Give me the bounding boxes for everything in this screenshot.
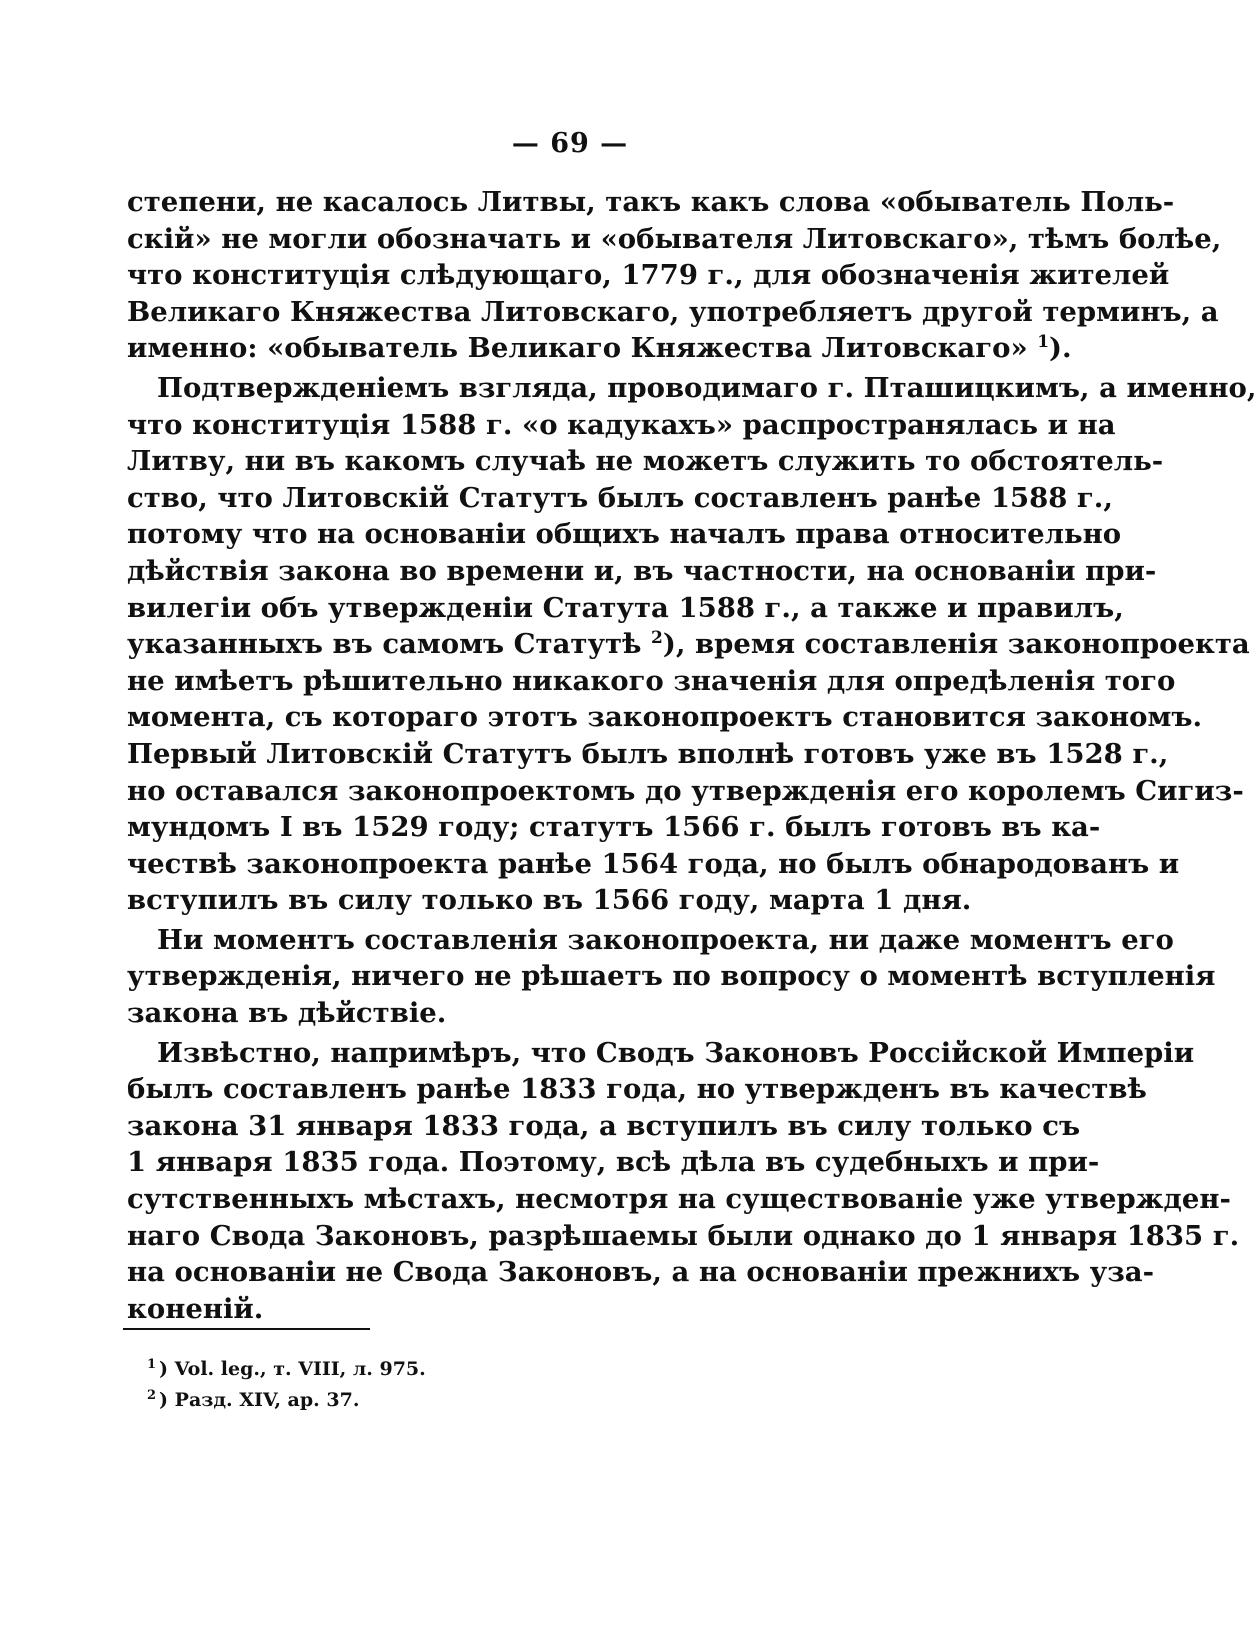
footnote-mark: 2 xyxy=(147,1387,157,1403)
footnotes xyxy=(147,1354,847,1416)
text-line: Первый Литовскій Статутъ былъ вполнѣ готовъ уже въ 1528 г., xyxy=(127,737,1169,770)
footnote-reference-2[interactable]: 2 xyxy=(651,627,663,648)
footnote-2 xyxy=(147,1385,847,1416)
text-line: вступилъ въ силу только въ 1566 году, марта 1 дня. xyxy=(127,884,972,917)
text-line: не имѣетъ рѣшительно никакого значенія для опредѣленія того xyxy=(127,664,1176,697)
text-line: потому что на основаніи общихъ началъ права относительно xyxy=(127,518,1122,551)
text-line: что конституція 1588 г. «о кадукахъ» распространялась и на xyxy=(127,408,1116,441)
body-text xyxy=(127,184,1256,1327)
text-line: но оставался законопроектомъ до утвержденія его королемъ Сигиз- xyxy=(127,774,1244,807)
footnote-text: ) Разд. XIV, ар. 37. xyxy=(159,1389,360,1411)
paragraph-1 xyxy=(127,184,1222,367)
text-line: скій» не могли обозначать и «обывателя Литовскаго», тѣмъ болѣе, xyxy=(127,222,1222,255)
paragraph-3 xyxy=(127,922,1216,1032)
text-line-trailing: ). xyxy=(1049,332,1072,365)
text-line: момента, съ котораго этотъ законопроектъ становится закономъ. xyxy=(127,701,1203,734)
text-line: Подтвержденіемъ взгляда, проводимаго г. Пташицкимъ, а именно, xyxy=(157,371,1256,404)
text-line: дѣйствія закона во времени и, въ частности, на основаніи при- xyxy=(127,554,1157,587)
text-line: ство, что Литовскій Статутъ былъ составленъ ранѣе 1588 г., xyxy=(127,481,1113,514)
footnote-separator-rule xyxy=(123,1328,370,1330)
text-line-content: указанныхъ въ самомъ Статутѣ xyxy=(127,628,642,661)
text-line: Литву, ни въ какомъ случаѣ не можетъ служить то обстоятель- xyxy=(127,445,1164,478)
text-line-content: именно: «обыватель Великаго Княжества Литовскаго» xyxy=(127,332,1028,365)
text-line-with-footnote xyxy=(127,626,1250,663)
text-line: былъ составленъ ранѣе 1833 года, но утвержденъ въ качествѣ xyxy=(127,1073,1147,1106)
text-line: закона въ дѣйствіе. xyxy=(127,997,447,1030)
text-line: мундомъ I въ 1529 году; статутъ 1566 г. былъ готовъ въ ка- xyxy=(127,811,1101,844)
text-line: Великаго Княжества Литовскаго, употребляетъ другой терминъ, а xyxy=(127,295,1219,328)
page-number: — 69 — xyxy=(511,128,629,159)
text-line: 1 января 1835 года. Поэтому, всѣ дѣла въ судебныхъ и при- xyxy=(127,1146,1100,1179)
footnote-1 xyxy=(147,1354,847,1385)
text-line: наго Свода Законовъ, разрѣшаемы были однако до 1 января 1835 г. xyxy=(127,1219,1240,1252)
text-line: вилегіи объ утвержденіи Статута 1588 г., а также и правилъ, xyxy=(127,591,1124,624)
text-line: сутственныхъ мѣстахъ, несмотря на существованіе уже утвержден- xyxy=(127,1183,1231,1216)
text-line: степени, не касалось Литвы, такъ какъ слова «обыватель Поль- xyxy=(127,186,1175,218)
text-line: закона 31 января 1833 года, а вступилъ въ силу только съ xyxy=(127,1109,1081,1142)
text-line: коненій. xyxy=(127,1292,264,1325)
paragraph-2 xyxy=(127,370,1256,919)
text-line: утвержденія, ничего не рѣшаетъ по вопросу о моментѣ вступленія xyxy=(127,960,1216,993)
text-line: чествѣ законопроекта ранѣе 1564 года, но былъ обнародованъ и xyxy=(127,847,1180,880)
text-line: на основаніи не Свода Законовъ, а на основаніи прежнихъ уза- xyxy=(127,1256,1155,1289)
text-line: что конституція слѣдующаго, 1779 г., для обозначенія жителей xyxy=(127,259,1170,292)
text-line-trailing: ), время составленія законопроекта xyxy=(662,628,1250,661)
footnote-reference-1[interactable]: 1 xyxy=(1037,332,1050,353)
text-line-with-footnote xyxy=(127,330,1072,367)
text-line: Извѣстно, напримѣръ, что Сводъ Законовъ Россійской Имперіи xyxy=(157,1036,1195,1069)
footnote-text: ) Vol. leg., т. VIII, л. 975. xyxy=(159,1358,426,1380)
paragraph-4 xyxy=(127,1035,1240,1328)
text-line: Ни моментъ составленія законопроекта, ни даже моментъ его xyxy=(157,923,1174,956)
footnote-mark: 1 xyxy=(147,1356,157,1372)
